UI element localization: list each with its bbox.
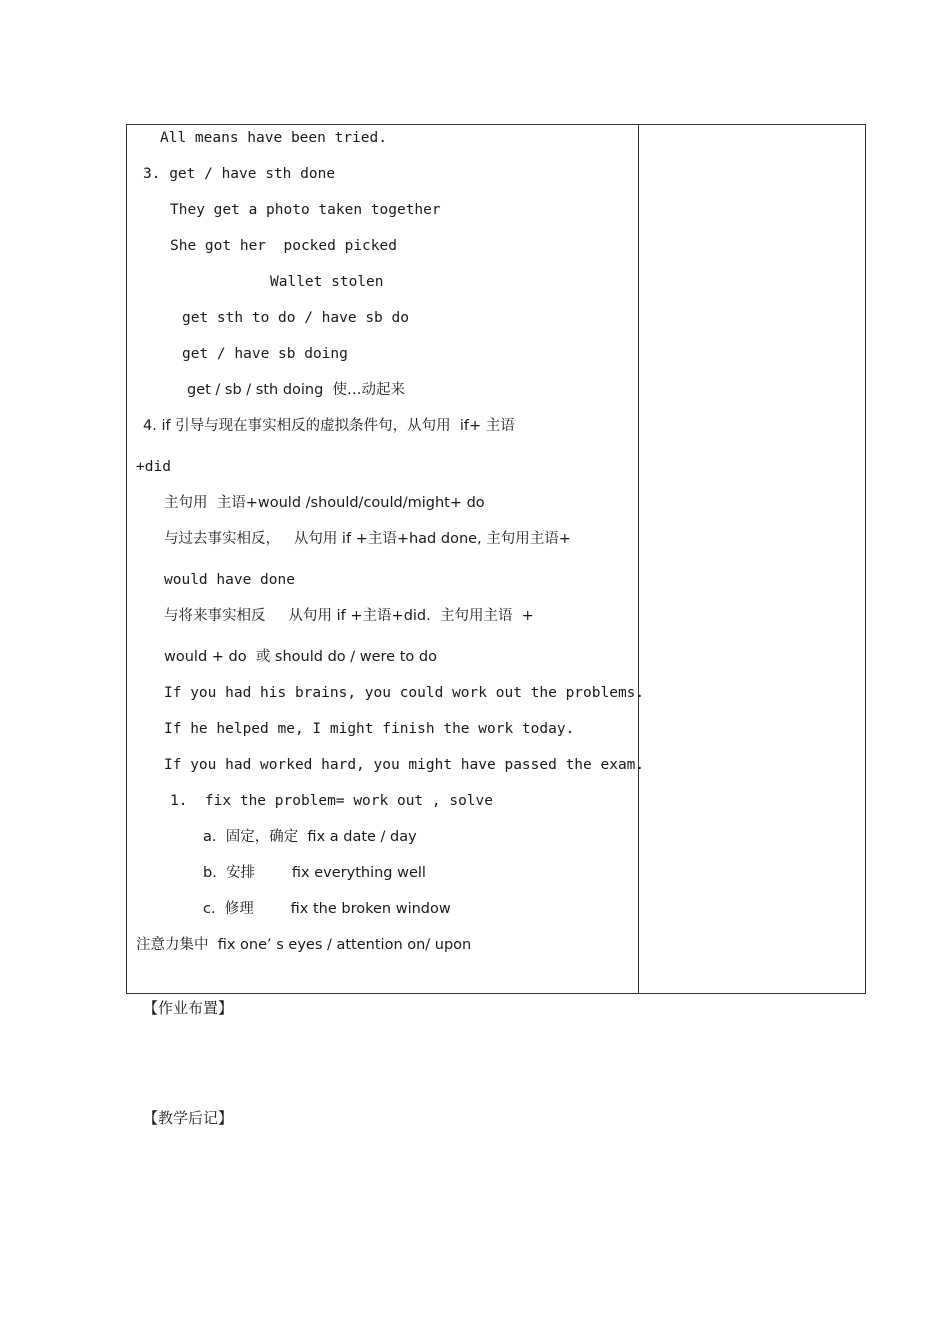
text-line: 3. get / have sth done	[143, 166, 336, 182]
text-line: All means have been tried.	[160, 130, 387, 146]
text-line: She got her pocked picked	[170, 238, 397, 254]
text-line: a. 固定，确定 fix a date / day	[203, 829, 417, 845]
text-line: +did	[136, 459, 171, 475]
text-line: get sth to do / have sb do	[182, 310, 409, 326]
reflection-heading: 【教学后记】	[143, 1109, 234, 1127]
text-line: get / have sb doing	[182, 346, 348, 362]
homework-heading: 【作业布置】	[143, 999, 234, 1017]
text-line: 与将来事实相反 从句用 if +主语+did. 主句用主语 +	[164, 608, 534, 624]
text-line: They get a photo taken together	[170, 202, 441, 218]
text-line: c. 修理 fix the broken window	[203, 901, 451, 917]
text-line: If you had worked hard, you might have passed the exam.	[164, 757, 645, 773]
text-line: Wallet stolen	[270, 274, 384, 290]
text-line: 注意力集中 fix one’ s eyes / attention on/ upon	[136, 937, 472, 953]
text-line: would + do 或 should do / were to do	[164, 649, 437, 665]
text-line: If he helped me, I might finish the work today.	[164, 721, 575, 737]
text-line: 4. if 引导与现在事实相反的虚拟条件句，从句用 if+ 主语	[143, 418, 515, 434]
column-divider	[638, 125, 639, 993]
text-line: b. 安排 fix everything well	[203, 865, 426, 881]
text-line: 与过去事实相反， 从句用 if +主语+had done, 主句用主语+	[164, 531, 571, 547]
text-line: would have done	[164, 572, 295, 588]
text-line: 主句用 主语+would /should/could/might+ do	[164, 495, 485, 511]
text-line: get / sb / sth doing 使…动起来	[187, 382, 406, 398]
text-line: 1. fix the problem= work out , solve	[170, 793, 494, 809]
text-line: If you had his brains, you could work out the problems.	[164, 685, 645, 701]
